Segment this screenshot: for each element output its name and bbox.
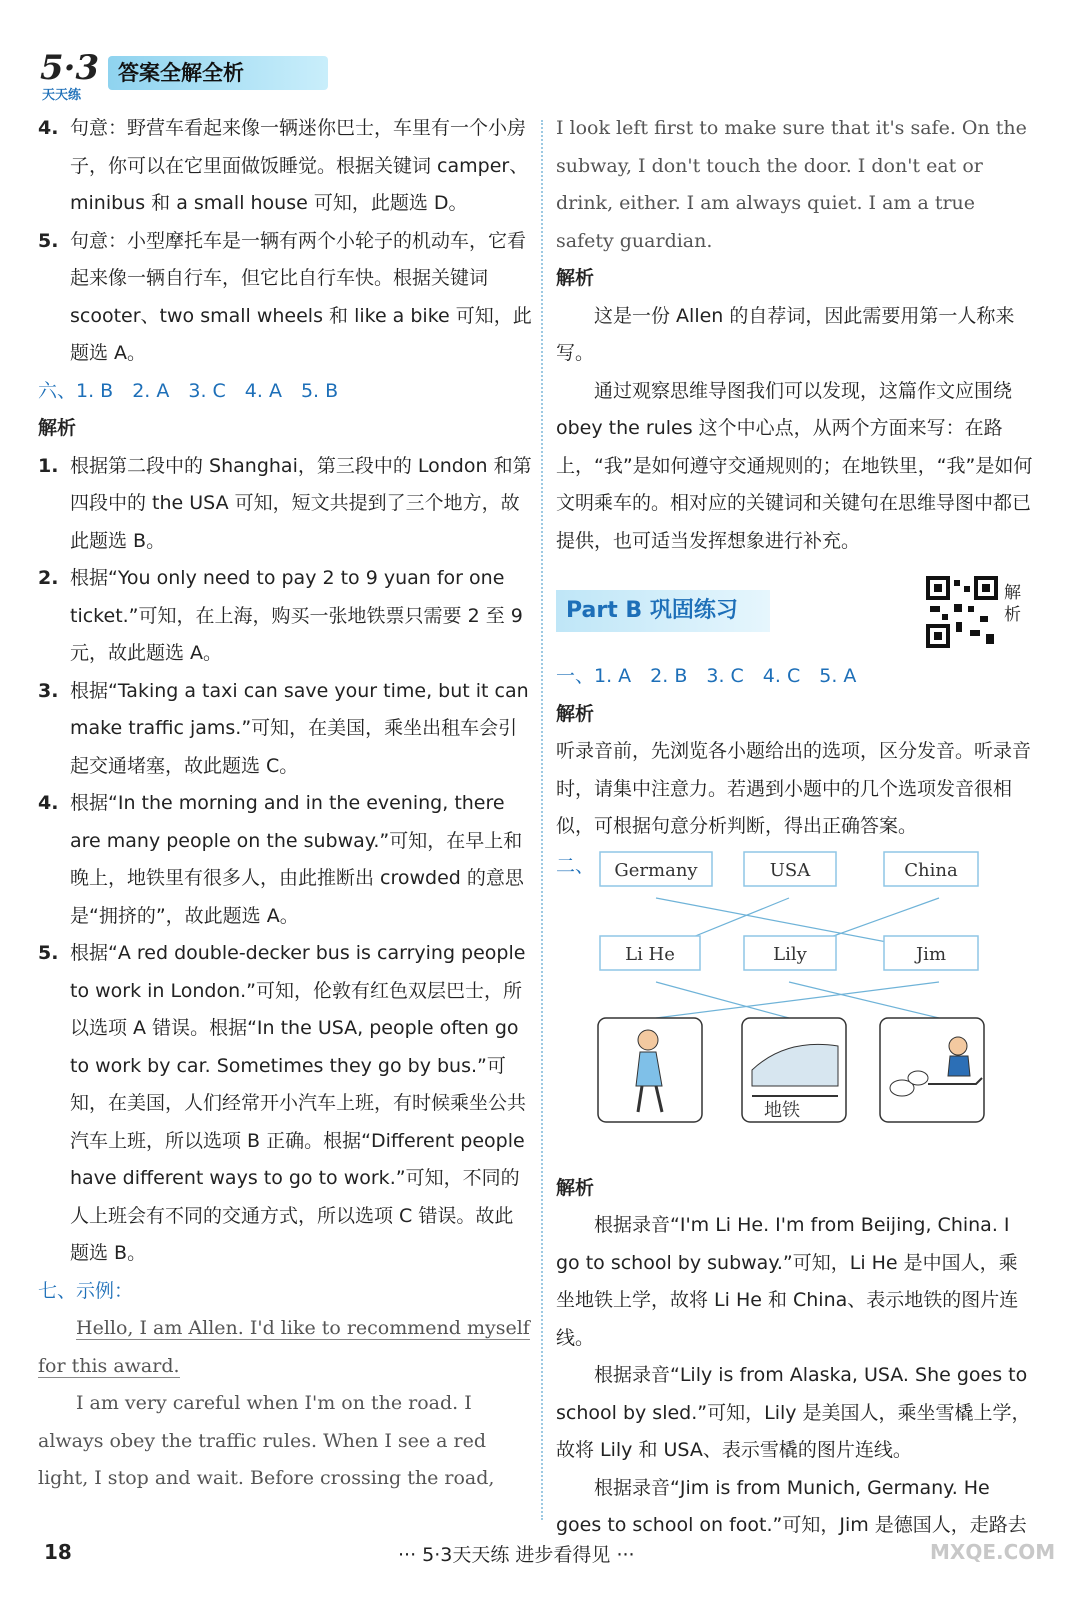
part-b-title: Part B 巩固练习 <box>556 590 770 632</box>
name-li-he: Li He <box>625 943 675 965</box>
name-lily: Lily <box>773 943 807 965</box>
country-china: China <box>904 859 958 881</box>
item-number: 4. <box>38 792 59 814</box>
brand-logo <box>40 48 100 103</box>
analysis-paragraph-2: 通过观察思维导图我们可以发现，这篇作文应围绕 obey the rules 这个中心点，从两个方面来写：在路上，“我”是如何遵守交通规则的；在地铁里，“我”是如何文明乘车的。相对应的关键词和关键句在思维导图中都已提供，也可适当发挥想象进行补充。 <box>556 379 1033 552</box>
section-7-label: 七、示例： <box>38 1279 134 1302</box>
analysis-item-3 <box>38 673 532 786</box>
right-column <box>556 110 1036 1545</box>
subway-label: 地铁 <box>764 1099 800 1121</box>
country-boxes <box>600 852 978 886</box>
page-number: 18 <box>44 1540 72 1564</box>
watermark: MXQE.COM <box>930 1540 1056 1564</box>
question-text: 句意：小型摩托车是一辆有两个小轮子的机动车，它看起来像一辆自行车，但它比自行车快。根据关键词 scooter、two small wheels 和 like a bike 可知，此题选 A。 <box>70 229 532 364</box>
qr-code-icon[interactable] <box>926 576 998 648</box>
analysis-item-2 <box>38 560 532 673</box>
essay-text: Hello, I am Allen. I'd like to recommend myself for this award. <box>38 1317 530 1377</box>
item-text: 根据第二段中的 Shanghai，第三段中的 London 和第四段中的 the USA 可知，短文共提到了三个地方，故此题选 B。 <box>70 454 532 552</box>
logo-subtext: 天天练 <box>42 88 82 103</box>
item-number: 5. <box>38 942 59 964</box>
analysis-paragraph-3: 听录音前，先浏览各小题给出的选项，区分发音。听录音时，请集中注意力。若遇到小题中的几个选项发音很相似，可根据句意分析判断，得出正确答案。 <box>556 740 1032 837</box>
page-footer <box>0 1534 1072 1574</box>
analysis-item-5 <box>38 935 532 1273</box>
header-badge: 答案全解全析 <box>108 56 328 90</box>
analysis-label: 解析 <box>556 1176 595 1199</box>
qr-label: 解析 <box>1004 583 1021 625</box>
analysis-paragraph-6: 根据录音“Jim is from Munich, Germany. He goes to school on foot.”可知，Jim 是德国人，走路去 <box>556 1476 1027 1536</box>
sample-essay-continued: I look left first to make sure that it's safe. On the subway, I don't touch the door. I don't eat or drink, either. I am always quiet. I am a true safety guardian. <box>556 117 1027 252</box>
item-number: 3. <box>38 679 59 702</box>
subway-picture <box>742 1018 846 1122</box>
question-5 <box>38 223 532 373</box>
item-number: 1. <box>38 454 59 477</box>
analysis-paragraph-5: 根据录音“Lily is from Alaska, USA. She goes to school by sled.”可知，Lily 是美国人，乘坐雪橇上学，故将 Lily 和 USA、表示雪橇的图片连线。 <box>556 1364 1031 1461</box>
analysis-label: 解析 <box>556 702 595 725</box>
name-jim: Jim <box>915 943 947 965</box>
walking-picture <box>598 1018 702 1122</box>
item-text: 根据“A red double-decker bus is carrying people to work in London.”可知，伦敦有红色双层巴士，所以选项 A 错误。根据“In the USA, people often go to work by car. Sometimes they go by bus.”可知，在美国，人们经常开小汽车上班，有时候乘坐公共汽车上班，所以选项 B 正确。根据“Different people have different ways to go to work.”可知，不同的人上班会有不同的交通方式，所以选项 C 错误。故此题选 B。 <box>70 942 527 1264</box>
part-b-section-1-answers: 一、1. A 2. B 3. C 4. C 5. A <box>556 665 857 687</box>
analysis-label: 解析 <box>556 267 595 289</box>
item-number: 2. <box>38 567 59 589</box>
item-text: 根据“You only need to pay 2 to 9 yuan for one ticket.”可知，在上海，购买一张地铁票只需要 2 至 9 元，故此题选 A。 <box>70 567 523 664</box>
question-4 <box>38 110 532 223</box>
question-number: 4. <box>38 117 59 139</box>
item-text: 根据“Taking a taxi can save your time, but it can make traffic jams.”可知，在美国，乘坐出租车会引起交通堵塞，故此题选 C。 <box>70 679 529 777</box>
question-text: 句意：野营车看起来像一辆迷你巴士，车里有一个小房子，你可以在它里面做饭睡觉。根据关键词 camper、minibus 和 a small house 可知，此题选 D。 <box>70 117 529 214</box>
column-divider <box>541 120 543 1520</box>
logo-text: 5·3 <box>40 48 100 88</box>
section-6-answers: 六、1. B 2. A 3. C 4. A 5. B <box>38 379 339 402</box>
name-boxes <box>600 936 978 970</box>
question-number: 5. <box>38 229 59 252</box>
left-column <box>38 110 532 1498</box>
footer-slogan: ··· 5·3天天练 进步看得见 ··· <box>398 1544 635 1566</box>
matching-diagram <box>556 850 1036 1170</box>
analysis-paragraph-4: 根据录音“I'm Li He. I'm from Beijing, China. I go to school by subway.”可知，Li He 是中国人，乘坐地铁上学，故将 Li He 和 China、表示地铁的图片连线。 <box>556 1214 1019 1349</box>
item-text: 根据“In the morning and in the evening, there are many people on the subway.”可知，在早上和晚上，地铁里有很多人，由此推断出 crowded 的意思是“拥挤的”，故此题选 A。 <box>70 792 524 927</box>
sample-essay-para-1 <box>38 1310 532 1385</box>
analysis-label: 解析 <box>38 417 77 439</box>
analysis-item-1 <box>38 448 532 561</box>
country-germany: Germany <box>614 859 698 881</box>
part-b-header <box>556 576 1036 658</box>
sled-picture <box>880 1018 984 1122</box>
analysis-item-4 <box>38 785 532 935</box>
analysis-paragraph-1: 这是一份 Allen 的自荐词，因此需要用第一人称来写。 <box>556 304 1015 364</box>
sample-essay-para-2: I am very careful when I'm on the road. I always obey the traffic rules. When I see a red light, I stop and wait. Before crossing the road, <box>38 1392 495 1489</box>
section-2-label: 二、 <box>556 854 595 877</box>
country-usa: USA <box>769 859 811 881</box>
matching-diagram-svg <box>556 850 1036 1170</box>
